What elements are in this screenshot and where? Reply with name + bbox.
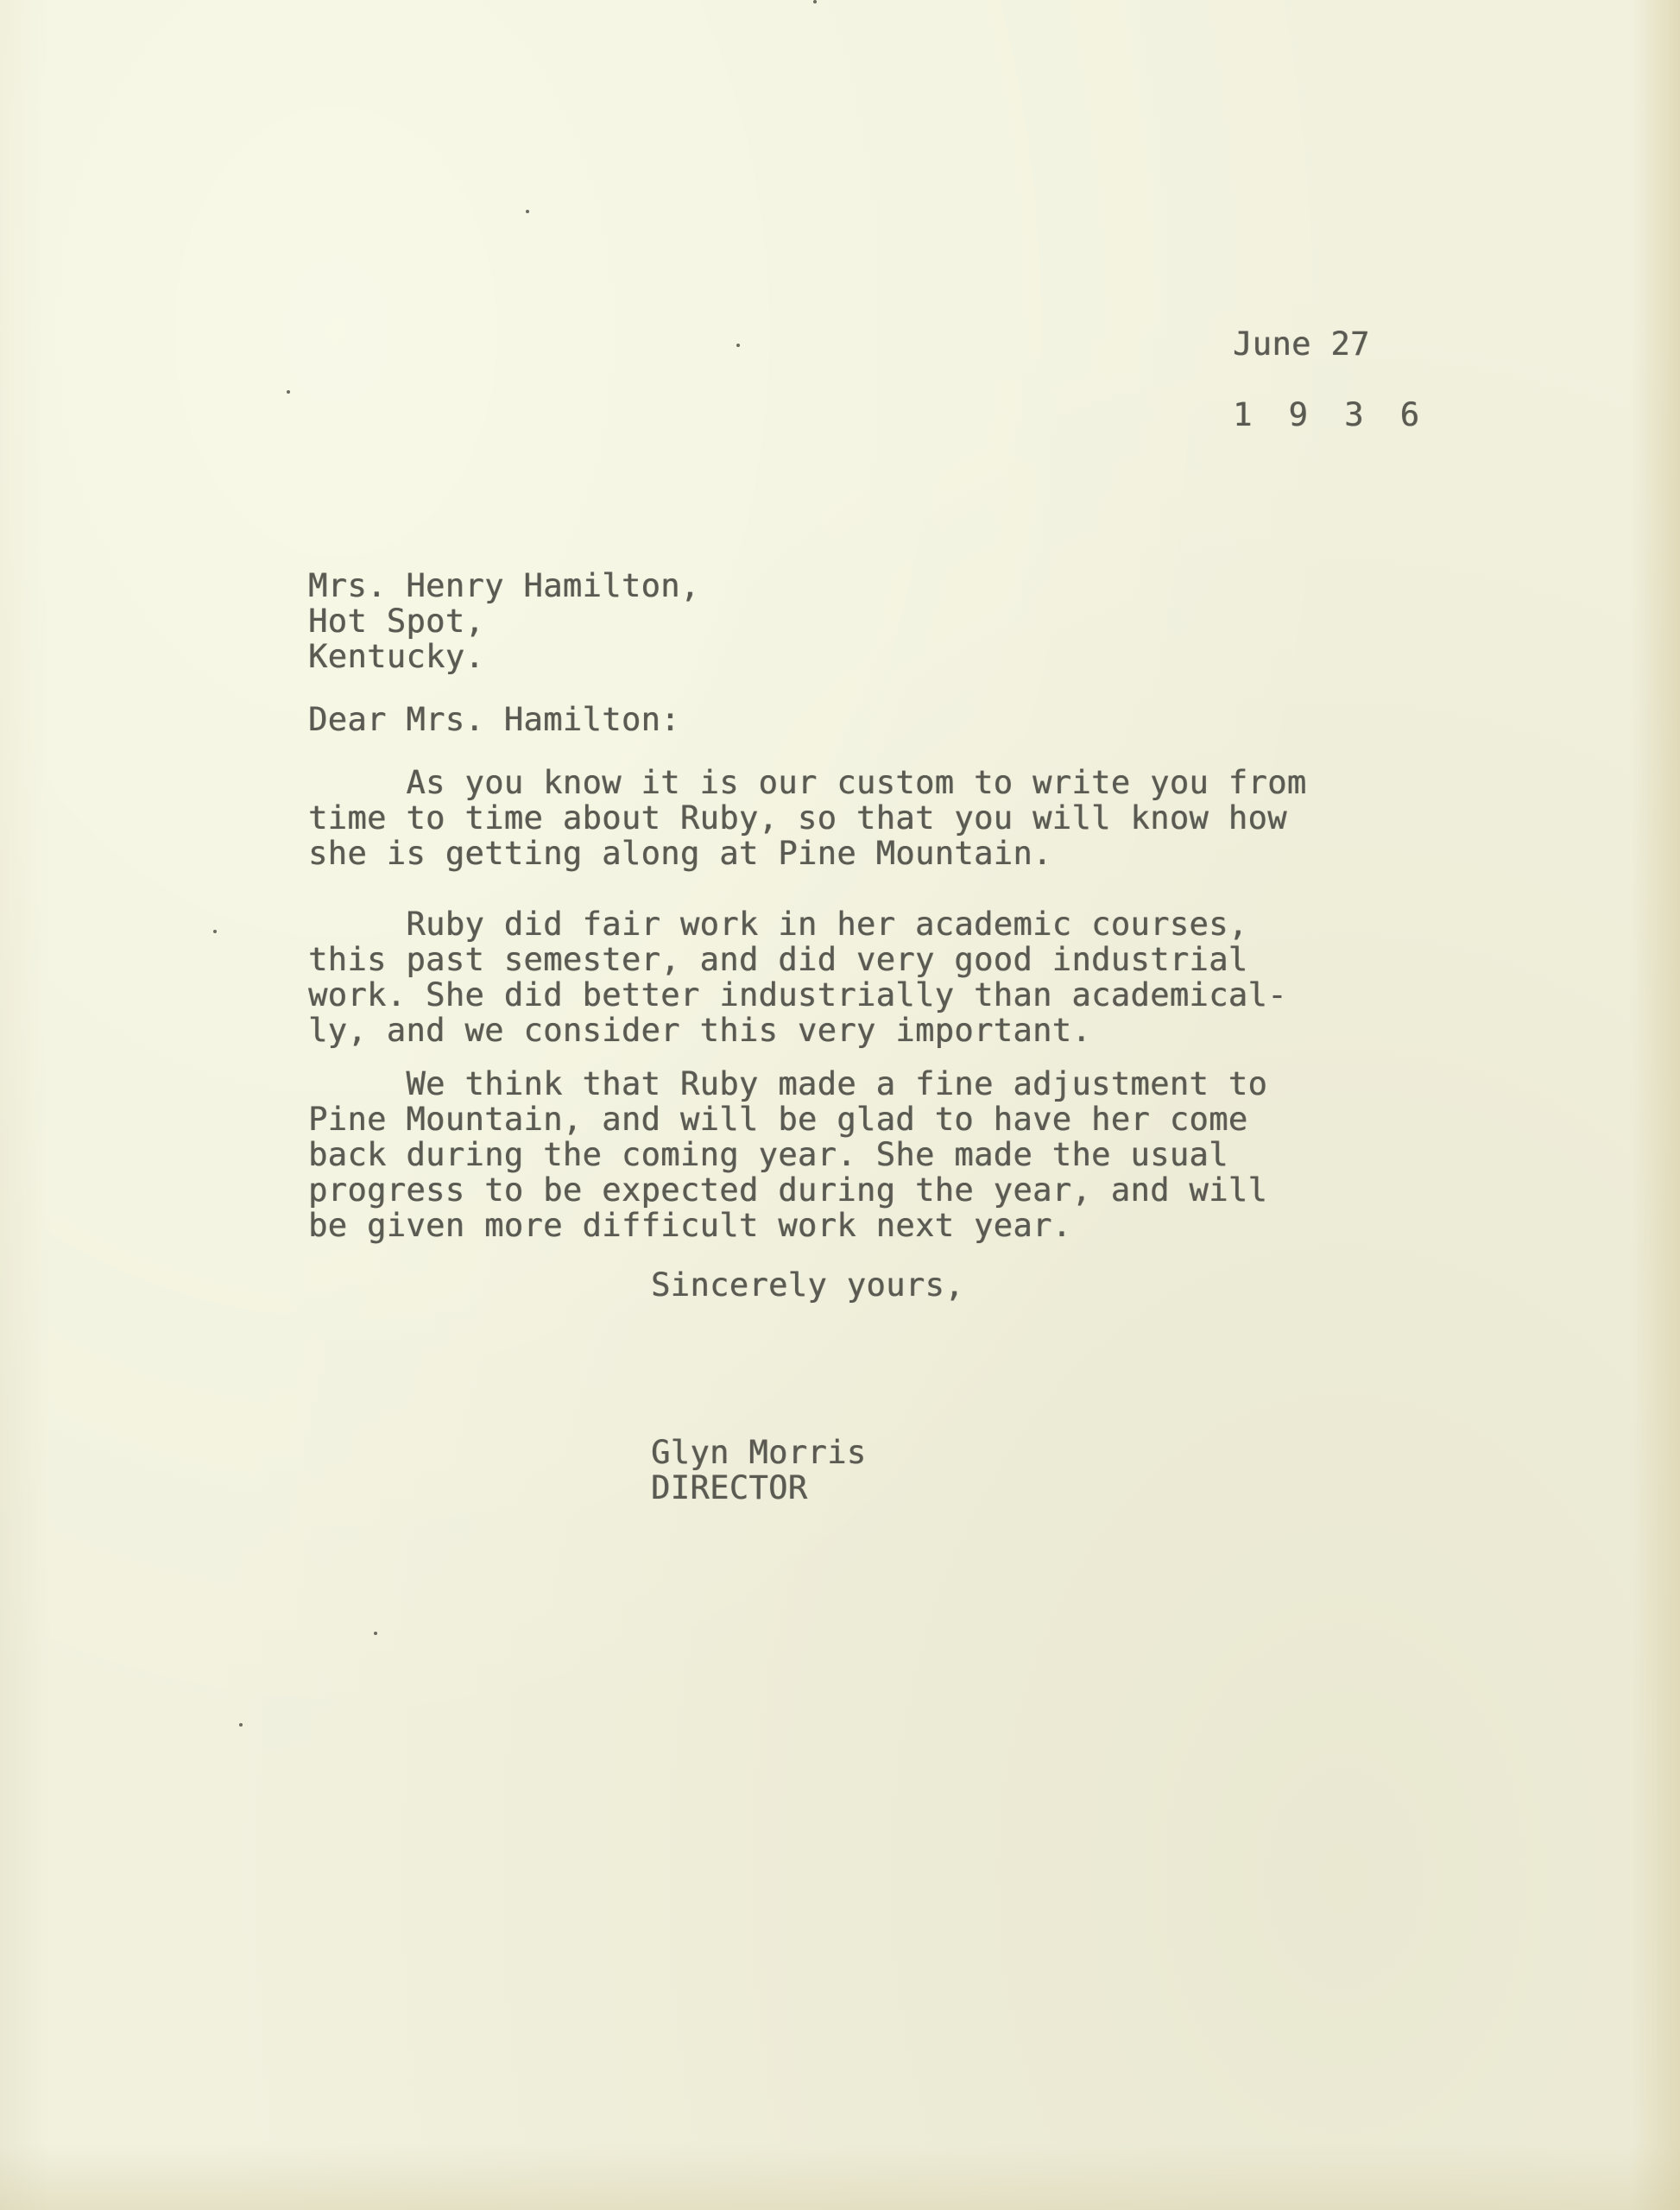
paragraph-line: this past semester, and did very good industrial	[308, 941, 1248, 978]
paper-speck	[213, 930, 217, 933]
paragraph-line: progress to be expected during the year, and will	[308, 1171, 1268, 1209]
paragraph-line: back during the coming year. She made the usual	[308, 1136, 1228, 1173]
paragraph-line: Pine Mountain, and will be glad to have her come	[308, 1101, 1248, 1138]
signature-block	[651, 1435, 866, 1506]
paper-speck	[374, 1632, 377, 1635]
paper-speck	[287, 390, 290, 394]
recipient-town: Hot Spot,	[308, 603, 485, 640]
paragraph-3	[308, 1066, 1267, 1243]
paragraph-1	[308, 765, 1306, 871]
salutation: Dear Mrs. Hamilton:	[308, 701, 680, 738]
paper-speck	[736, 344, 740, 347]
letter-date: June 27	[1233, 325, 1370, 363]
paragraph-line: ly, and we consider this very important.	[308, 1012, 1092, 1049]
closing: Sincerely yours,	[651, 1266, 964, 1304]
paragraph-line: time to time about Ruby, so that you will know how	[308, 799, 1287, 837]
recipient-name: Mrs. Henry Hamilton,	[308, 567, 700, 604]
paper-speck	[813, 0, 817, 3]
recipient-address	[308, 568, 700, 674]
signer-title: DIRECTOR	[651, 1469, 808, 1506]
paragraph-line: she is getting along at Pine Mountain.	[308, 835, 1052, 872]
paragraph-line: be given more difficult work next year.	[308, 1207, 1072, 1244]
letter-year: 1 9 3 6	[1233, 396, 1428, 433]
paragraph-line: We think that Ruby made a fine adjustment to	[308, 1065, 1268, 1102]
signer-name: Glyn Morris	[651, 1434, 867, 1471]
paper-speck	[239, 1723, 243, 1727]
paragraph-line: Ruby did fair work in her academic courses,	[308, 906, 1248, 943]
paragraph-line: work. She did better industrially than academical-	[308, 976, 1287, 1013]
paragraph-line: As you know it is our custom to write you from	[308, 764, 1307, 801]
recipient-state: Kentucky.	[308, 638, 485, 675]
paragraph-2	[308, 906, 1287, 1048]
paper-speck	[526, 210, 529, 213]
